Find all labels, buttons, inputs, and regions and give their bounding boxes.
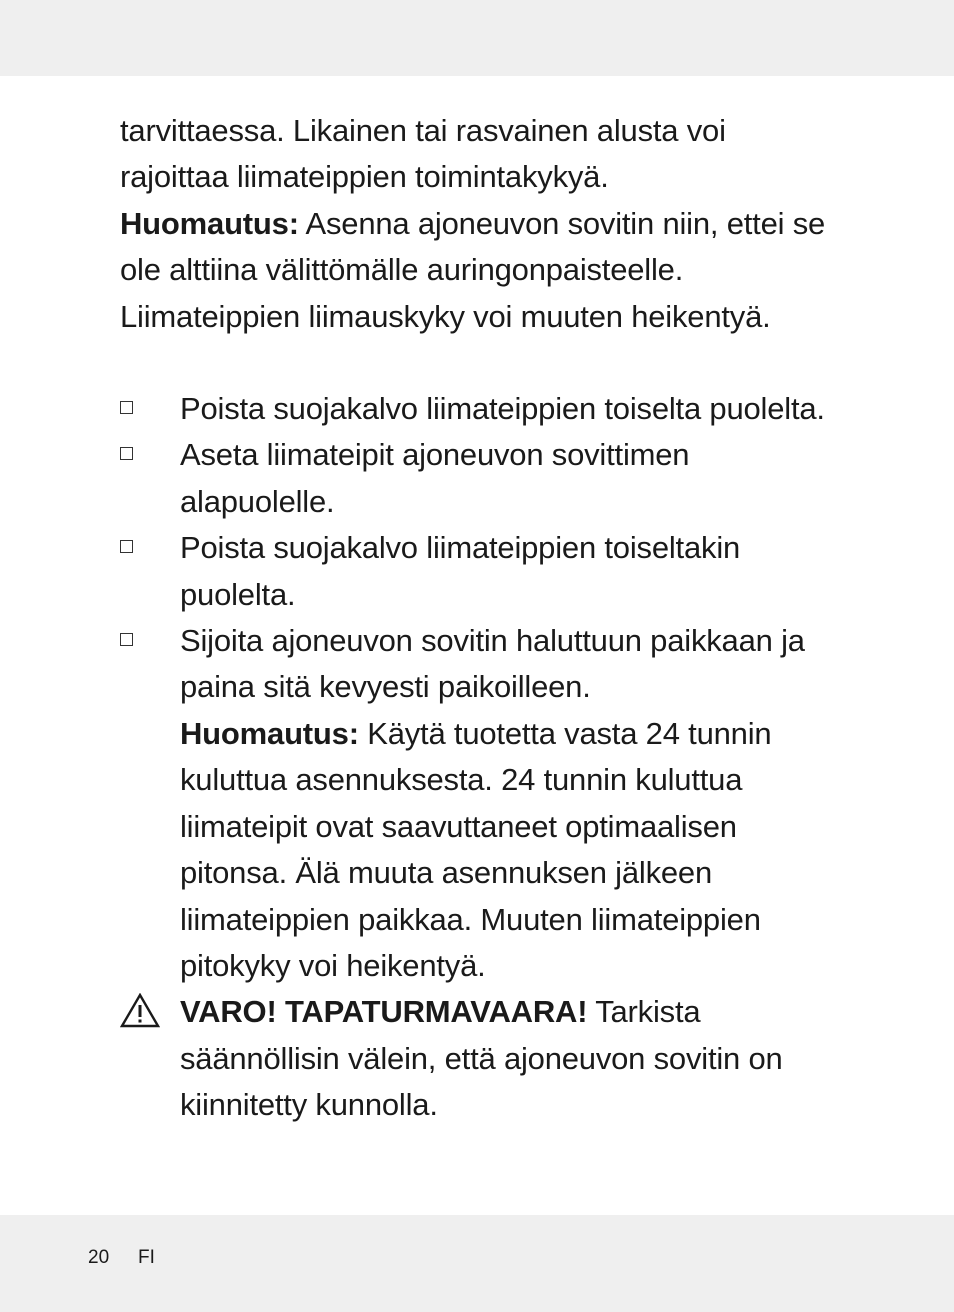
language-code: FI xyxy=(138,1247,155,1268)
intro-paragraph xyxy=(120,108,840,201)
checkbox-square-icon xyxy=(120,540,133,553)
page-content xyxy=(120,108,840,1129)
checkbox-square-icon xyxy=(120,447,133,460)
step-text: Aseta liimateipit ajoneuvon sovittimen alapuolelle. xyxy=(180,437,690,519)
intro-text: tarvittaessa. Likainen tai rasvainen alusta voi rajoittaa liimateippien toimintakykyä. xyxy=(120,113,726,195)
header-band xyxy=(0,0,954,76)
step-text: Sijoita ajoneuvon sovitin haluttuun paikkaan ja paina sitä kevyesti paikoilleen. xyxy=(180,623,805,705)
note-text: Käytä tuotetta vasta 24 tunnin kuluttua asennuksesta. 24 tunnin kuluttua liimateipit ovat saavuttaneet optimaalisen pitonsa. Älä muuta asennuksen jälkeen liimateippien paikkaa. Muuten liimateippien pitokyky voi heikentyä. xyxy=(180,715,772,983)
checkbox-square-icon xyxy=(120,401,133,414)
page-number: 20 xyxy=(88,1247,110,1268)
warning-text: Tarkista säännöllisin välein, että ajoneuvon sovitin on kiinnitetty kunnolla. xyxy=(180,994,783,1123)
step-item-4 xyxy=(120,618,840,989)
page-footer xyxy=(88,1247,155,1269)
spacer xyxy=(120,340,840,386)
warning-triangle-icon xyxy=(120,993,160,1029)
step-item-3 xyxy=(120,525,840,618)
checkbox-square-icon xyxy=(120,633,133,646)
step-item-1 xyxy=(120,386,840,432)
note-label: Huomautus: xyxy=(120,205,299,241)
step-text: Poista suojakalvo liimateippien toiseltakin puolelta. xyxy=(180,530,741,612)
step-note xyxy=(180,711,840,989)
step-item-2 xyxy=(120,432,840,525)
note-text: Asenna ajoneuvon sovitin niin, ettei se ole alttiina välittömälle auringonpaisteelle. Liimateippien liimauskyky voi muuten heikentyä. xyxy=(120,205,826,334)
note-label: Huomautus: xyxy=(180,715,359,751)
warning-block xyxy=(120,989,840,1128)
step-text: Poista suojakalvo liimateippien toiselta puolelta. xyxy=(180,391,825,427)
warning-label: VARO! TAPATURMAVAARA! xyxy=(180,994,588,1030)
intro-note xyxy=(120,201,840,340)
